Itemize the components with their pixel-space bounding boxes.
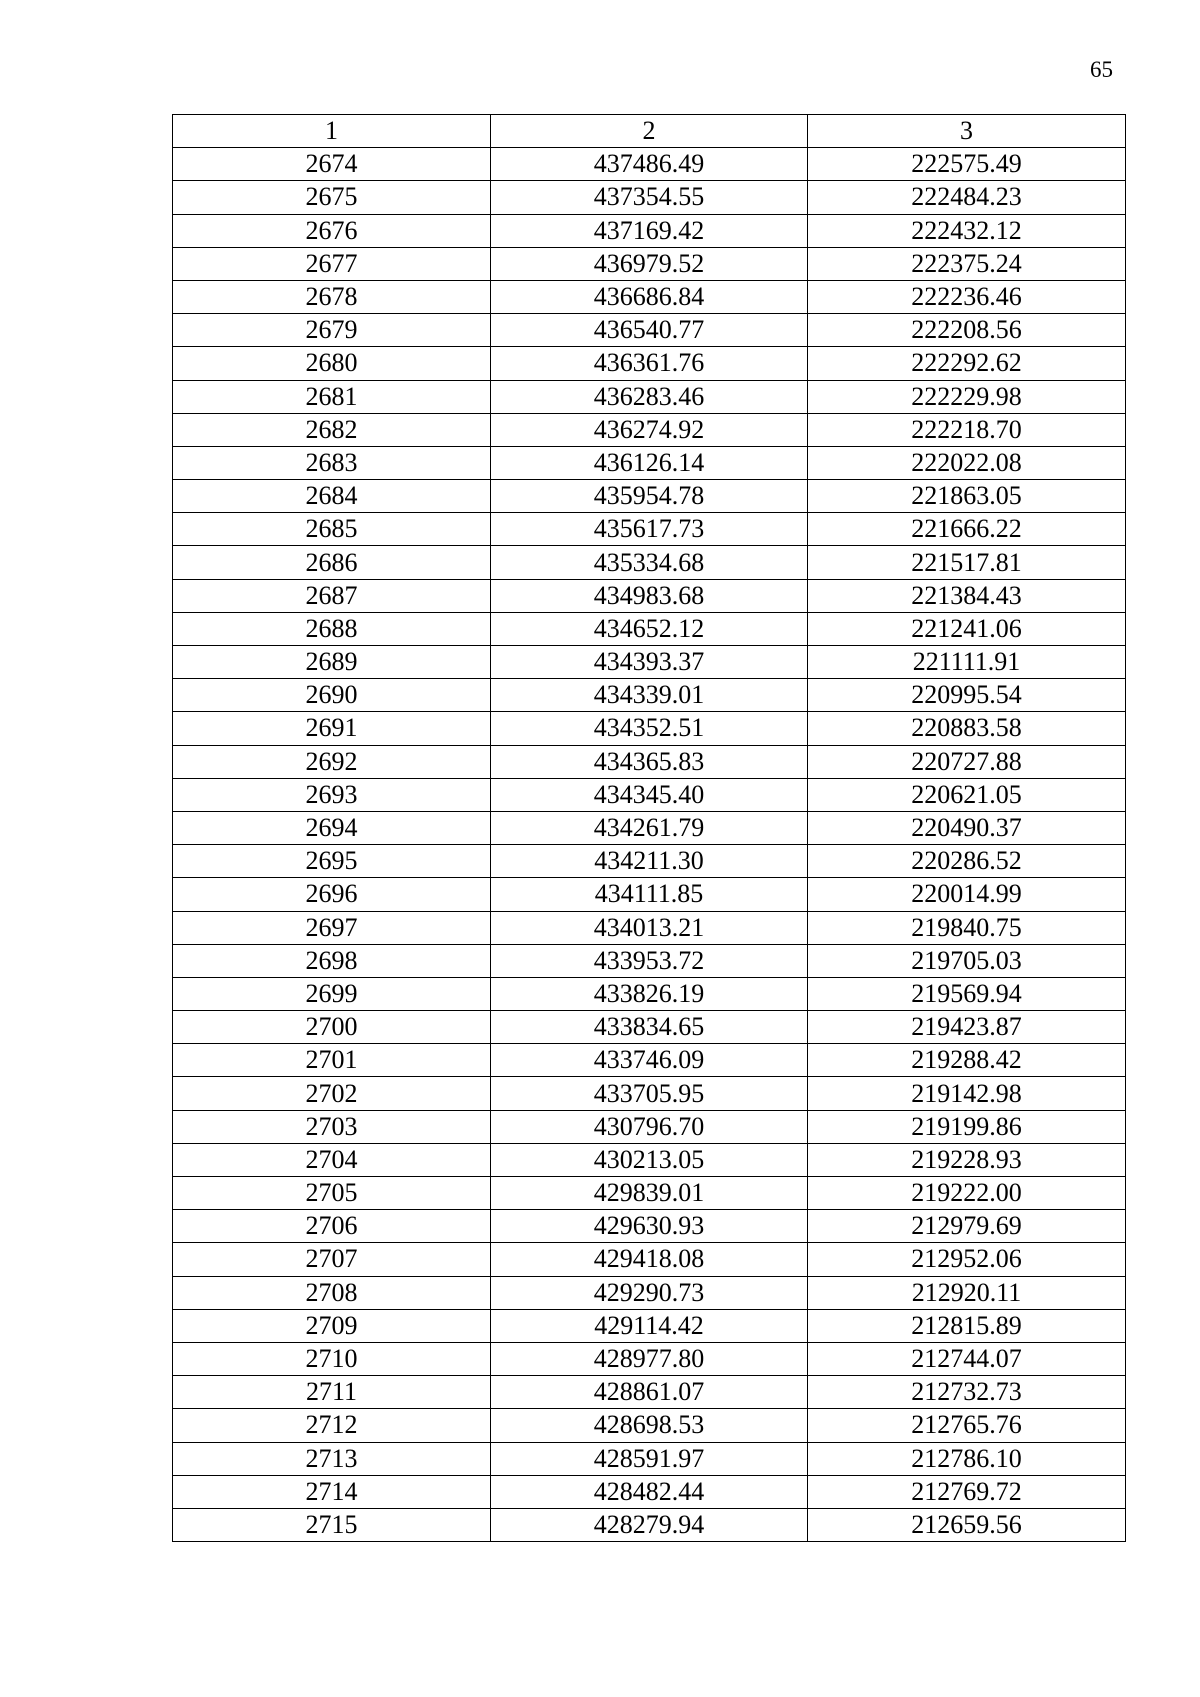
point-number-cell: 2698 [173, 944, 491, 977]
point-number-cell: 2674 [173, 148, 491, 181]
table-row [173, 845, 1126, 878]
point-number-cell: 2694 [173, 811, 491, 844]
y-coordinate-cell: 222208.56 [808, 314, 1126, 347]
table-row [173, 1409, 1126, 1442]
y-coordinate-cell: 212659.56 [808, 1508, 1126, 1541]
point-number-cell: 2706 [173, 1210, 491, 1243]
point-number-cell: 2699 [173, 977, 491, 1010]
point-number-cell: 2675 [173, 181, 491, 214]
table-row [173, 148, 1126, 181]
y-coordinate-cell: 219228.93 [808, 1143, 1126, 1176]
point-number-cell: 2683 [173, 446, 491, 479]
x-coordinate-cell: 436361.76 [491, 347, 808, 380]
x-coordinate-cell: 433826.19 [491, 977, 808, 1010]
x-coordinate-cell: 437169.42 [491, 214, 808, 247]
table-row [173, 280, 1126, 313]
table-body [173, 148, 1126, 1542]
x-coordinate-cell: 437486.49 [491, 148, 808, 181]
x-coordinate-cell: 428977.80 [491, 1342, 808, 1375]
point-number-cell: 2702 [173, 1077, 491, 1110]
point-number-cell: 2712 [173, 1409, 491, 1442]
y-coordinate-cell: 220727.88 [808, 745, 1126, 778]
x-coordinate-cell: 434365.83 [491, 745, 808, 778]
point-number-cell: 2713 [173, 1442, 491, 1475]
point-number-cell: 2707 [173, 1243, 491, 1276]
point-number-cell: 2711 [173, 1376, 491, 1409]
x-coordinate-cell: 435954.78 [491, 480, 808, 513]
y-coordinate-cell: 222484.23 [808, 181, 1126, 214]
x-coordinate-cell: 429114.42 [491, 1309, 808, 1342]
x-coordinate-cell: 437354.55 [491, 181, 808, 214]
y-coordinate-cell: 221863.05 [808, 480, 1126, 513]
table-row [173, 380, 1126, 413]
x-coordinate-cell: 434339.01 [491, 679, 808, 712]
x-coordinate-cell: 430796.70 [491, 1110, 808, 1143]
x-coordinate-cell: 434352.51 [491, 712, 808, 745]
table-row [173, 612, 1126, 645]
table-row [173, 1011, 1126, 1044]
y-coordinate-cell: 212769.72 [808, 1475, 1126, 1508]
table-row [173, 1342, 1126, 1375]
y-coordinate-cell: 222292.62 [808, 347, 1126, 380]
point-number-cell: 2685 [173, 513, 491, 546]
table-row [173, 1210, 1126, 1243]
table-row [173, 977, 1126, 1010]
y-coordinate-cell: 219840.75 [808, 911, 1126, 944]
coordinates-table [172, 114, 1126, 1542]
x-coordinate-cell: 435334.68 [491, 546, 808, 579]
y-coordinate-cell: 222236.46 [808, 280, 1126, 313]
y-coordinate-cell: 219288.42 [808, 1044, 1126, 1077]
column-header-2: 2 [491, 115, 808, 148]
table-row [173, 1442, 1126, 1475]
x-coordinate-cell: 429630.93 [491, 1210, 808, 1243]
page-number: 65 [1090, 57, 1113, 82]
table-row [173, 1143, 1126, 1176]
table-row [173, 679, 1126, 712]
point-number-cell: 2678 [173, 280, 491, 313]
y-coordinate-cell: 221241.06 [808, 612, 1126, 645]
x-coordinate-cell: 434013.21 [491, 911, 808, 944]
table-row [173, 778, 1126, 811]
table-row [173, 811, 1126, 844]
x-coordinate-cell: 434652.12 [491, 612, 808, 645]
y-coordinate-cell: 212765.76 [808, 1409, 1126, 1442]
table-row [173, 1243, 1126, 1276]
table-row [173, 1276, 1126, 1309]
point-number-cell: 2689 [173, 646, 491, 679]
y-coordinate-cell: 220490.37 [808, 811, 1126, 844]
point-number-cell: 2676 [173, 214, 491, 247]
y-coordinate-cell: 212744.07 [808, 1342, 1126, 1375]
x-coordinate-cell: 435617.73 [491, 513, 808, 546]
y-coordinate-cell: 212786.10 [808, 1442, 1126, 1475]
point-number-cell: 2680 [173, 347, 491, 380]
table-row [173, 646, 1126, 679]
point-number-cell: 2697 [173, 911, 491, 944]
x-coordinate-cell: 436126.14 [491, 446, 808, 479]
y-coordinate-cell: 219199.86 [808, 1110, 1126, 1143]
table-row [173, 745, 1126, 778]
y-coordinate-cell: 212815.89 [808, 1309, 1126, 1342]
point-number-cell: 2677 [173, 247, 491, 280]
y-coordinate-cell: 212979.69 [808, 1210, 1126, 1243]
y-coordinate-cell: 221517.81 [808, 546, 1126, 579]
table-row [173, 181, 1126, 214]
point-number-cell: 2686 [173, 546, 491, 579]
x-coordinate-cell: 433953.72 [491, 944, 808, 977]
y-coordinate-cell: 212732.73 [808, 1376, 1126, 1409]
table-row [173, 878, 1126, 911]
column-header-3: 3 [808, 115, 1126, 148]
table-row [173, 579, 1126, 612]
point-number-cell: 2682 [173, 413, 491, 446]
y-coordinate-cell: 212920.11 [808, 1276, 1126, 1309]
point-number-cell: 2691 [173, 712, 491, 745]
x-coordinate-cell: 430213.05 [491, 1143, 808, 1176]
table-row [173, 480, 1126, 513]
column-header-1: 1 [173, 115, 491, 148]
y-coordinate-cell: 212952.06 [808, 1243, 1126, 1276]
table-row [173, 1044, 1126, 1077]
y-coordinate-cell: 219705.03 [808, 944, 1126, 977]
x-coordinate-cell: 434393.37 [491, 646, 808, 679]
point-number-cell: 2700 [173, 1011, 491, 1044]
x-coordinate-cell: 434261.79 [491, 811, 808, 844]
y-coordinate-cell: 219423.87 [808, 1011, 1126, 1044]
point-number-cell: 2684 [173, 480, 491, 513]
x-coordinate-cell: 428591.97 [491, 1442, 808, 1475]
point-number-cell: 2692 [173, 745, 491, 778]
table-row [173, 314, 1126, 347]
point-number-cell: 2679 [173, 314, 491, 347]
point-number-cell: 2687 [173, 579, 491, 612]
x-coordinate-cell: 434211.30 [491, 845, 808, 878]
x-coordinate-cell: 428482.44 [491, 1475, 808, 1508]
point-number-cell: 2690 [173, 679, 491, 712]
table-row [173, 1077, 1126, 1110]
x-coordinate-cell: 434111.85 [491, 878, 808, 911]
x-coordinate-cell: 429290.73 [491, 1276, 808, 1309]
point-number-cell: 2681 [173, 380, 491, 413]
table-row [173, 911, 1126, 944]
table-row [173, 413, 1126, 446]
table-row [173, 944, 1126, 977]
point-number-cell: 2709 [173, 1309, 491, 1342]
x-coordinate-cell: 433834.65 [491, 1011, 808, 1044]
table-row [173, 1508, 1126, 1541]
table-row [173, 1376, 1126, 1409]
y-coordinate-cell: 220286.52 [808, 845, 1126, 878]
x-coordinate-cell: 434345.40 [491, 778, 808, 811]
table-row [173, 1177, 1126, 1210]
y-coordinate-cell: 222375.24 [808, 247, 1126, 280]
x-coordinate-cell: 429839.01 [491, 1177, 808, 1210]
table-header-row [173, 115, 1126, 148]
x-coordinate-cell: 436979.52 [491, 247, 808, 280]
table-row [173, 546, 1126, 579]
point-number-cell: 2701 [173, 1044, 491, 1077]
x-coordinate-cell: 436540.77 [491, 314, 808, 347]
point-number-cell: 2705 [173, 1177, 491, 1210]
y-coordinate-cell: 220995.54 [808, 679, 1126, 712]
x-coordinate-cell: 433705.95 [491, 1077, 808, 1110]
table-row [173, 1309, 1126, 1342]
table-row [173, 513, 1126, 546]
x-coordinate-cell: 429418.08 [491, 1243, 808, 1276]
point-number-cell: 2696 [173, 878, 491, 911]
point-number-cell: 2710 [173, 1342, 491, 1375]
table-row [173, 446, 1126, 479]
x-coordinate-cell: 434983.68 [491, 579, 808, 612]
table-row [173, 1110, 1126, 1143]
y-coordinate-cell: 222229.98 [808, 380, 1126, 413]
y-coordinate-cell: 219569.94 [808, 977, 1126, 1010]
y-coordinate-cell: 220883.58 [808, 712, 1126, 745]
table-row [173, 1475, 1126, 1508]
table-row [173, 712, 1126, 745]
x-coordinate-cell: 433746.09 [491, 1044, 808, 1077]
x-coordinate-cell: 436283.46 [491, 380, 808, 413]
x-coordinate-cell: 428279.94 [491, 1508, 808, 1541]
y-coordinate-cell: 221111.91 [808, 646, 1126, 679]
point-number-cell: 2715 [173, 1508, 491, 1541]
x-coordinate-cell: 428698.53 [491, 1409, 808, 1442]
point-number-cell: 2708 [173, 1276, 491, 1309]
point-number-cell: 2688 [173, 612, 491, 645]
point-number-cell: 2693 [173, 778, 491, 811]
point-number-cell: 2703 [173, 1110, 491, 1143]
table-row [173, 247, 1126, 280]
y-coordinate-cell: 219142.98 [808, 1077, 1126, 1110]
point-number-cell: 2714 [173, 1475, 491, 1508]
y-coordinate-cell: 221384.43 [808, 579, 1126, 612]
y-coordinate-cell: 222575.49 [808, 148, 1126, 181]
x-coordinate-cell: 428861.07 [491, 1376, 808, 1409]
y-coordinate-cell: 221666.22 [808, 513, 1126, 546]
x-coordinate-cell: 436686.84 [491, 280, 808, 313]
point-number-cell: 2704 [173, 1143, 491, 1176]
x-coordinate-cell: 436274.92 [491, 413, 808, 446]
table-row [173, 347, 1126, 380]
table-row [173, 214, 1126, 247]
y-coordinate-cell: 222218.70 [808, 413, 1126, 446]
y-coordinate-cell: 219222.00 [808, 1177, 1126, 1210]
y-coordinate-cell: 220014.99 [808, 878, 1126, 911]
y-coordinate-cell: 222432.12 [808, 214, 1126, 247]
point-number-cell: 2695 [173, 845, 491, 878]
y-coordinate-cell: 220621.05 [808, 778, 1126, 811]
y-coordinate-cell: 222022.08 [808, 446, 1126, 479]
